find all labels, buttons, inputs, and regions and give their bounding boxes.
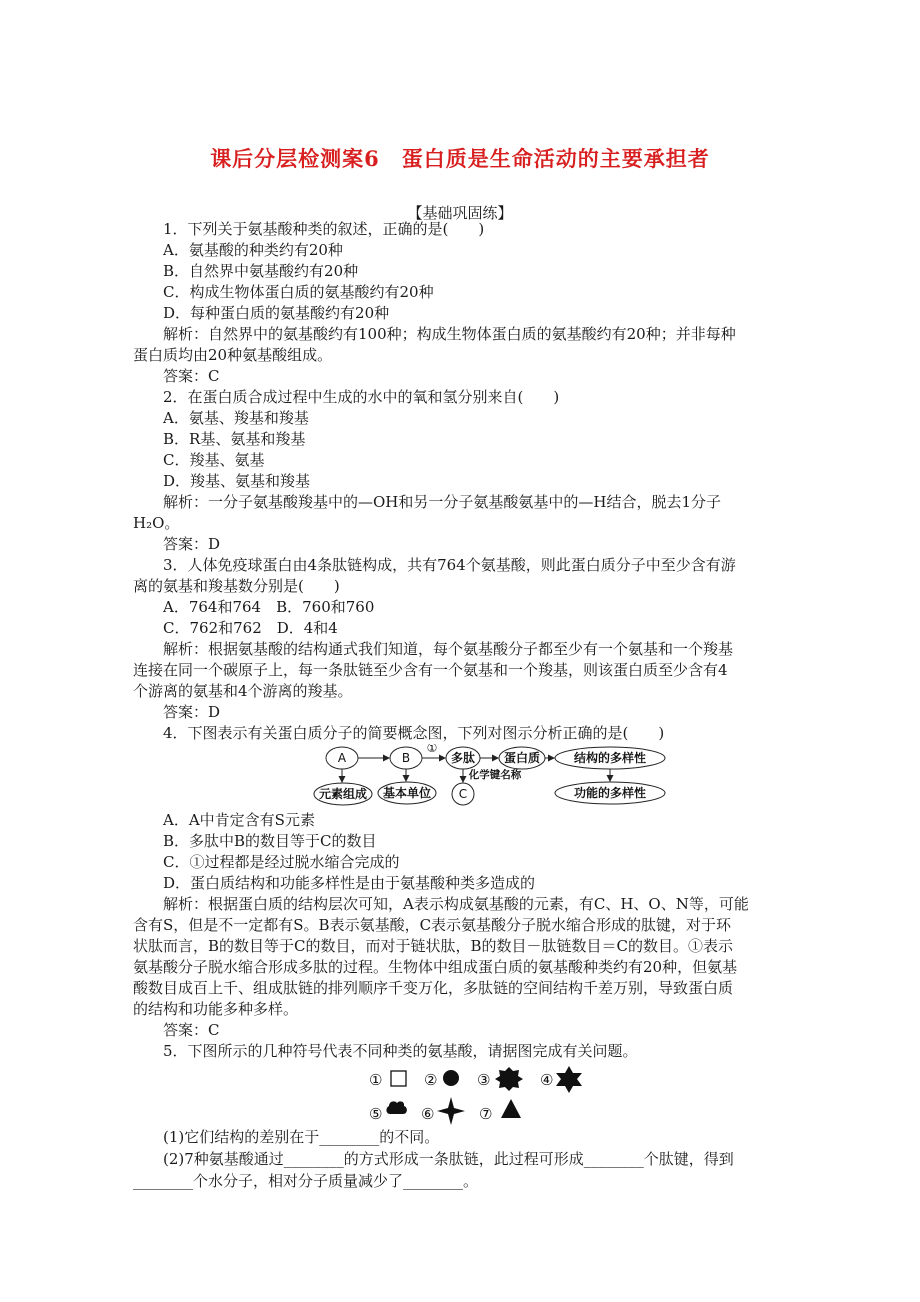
option-line: D．蛋白质结构和功能多样性是由于氨基酸种类多造成的 [163,874,536,892]
question-5: 5．下图所示的几种符号代表不同种类的氨基酸，请据图完成有关问题。 [163,1042,638,1060]
hexagram-icon [556,1066,582,1093]
question-1: 1．下列关于氨基酸种类的叙述，正确的是( ) [163,220,485,238]
answer-line: 答案：D [163,535,221,553]
option-line: B．自然界中氨基酸约有20种 [163,262,359,280]
option-line: C．构成生物体蛋白质的氨基酸约有20种 [163,283,434,301]
symbol-7-label: ⑦ [479,1105,493,1123]
option-line: C．羧基、氨基 [163,451,265,469]
sub-question-2-cont: ________个水分子，相对分子质量减少了________。 [133,1172,479,1190]
symbol-1-label: ① [369,1071,383,1089]
label-protein: 蛋白质 [503,751,541,765]
analysis-line: 酸数目成百上千、组成肽链的排列顺序千变万化，多肽链的空间结构千差万别，导致蛋白质 [133,979,734,997]
question-2: 2．在蛋白质合成过程中生成的水中的氧和氢分别来自( ) [163,388,560,406]
cloud-icon [386,1101,406,1114]
option-line: C．①过程都是经过脱水缩合完成的 [163,853,400,871]
analysis-line: 连接在同一个碳原子上，每一条肽链至少含有一个氨基和一个羧基，则该蛋白质至少含有4 [133,661,728,679]
label-step: ① [426,744,438,755]
label-function: 功能的多样性 [573,786,647,800]
option-line: A．氨基、羧基和羧基 [163,409,309,427]
protein-concept-diagram [133,744,791,810]
symbol-2-label: ② [424,1071,438,1089]
question-3: 3．人体免疫球蛋白由4条肽链构成，共有764个氨基酸，则此蛋白质分子中至少含有游 [163,556,736,574]
label-c: C [458,787,468,801]
answer-line: 答案：D [163,703,221,721]
analysis-line: 状肽而言，B的数目等于C的数目，而对于链状肽，B的数目－肽链数目＝C的数目。①表示 [133,937,734,955]
sub-question-1: (1)它们结构的差别在于________的不同。 [163,1128,440,1146]
symbol-4-label: ④ [540,1071,554,1089]
analysis-line: 解析：根据蛋白质的结构层次可知，A表示构成氨基酸的元素，有C、H、O、N等，可能 [163,895,749,913]
square-icon [391,1071,406,1086]
answer-line: 答案：C [163,367,220,385]
symbol-5-label: ⑤ [369,1105,383,1123]
circle-icon [443,1070,459,1086]
analysis-line: 的结构和功能多种多样。 [133,1000,299,1018]
label-unit: 基本单位 [382,786,432,800]
analysis-line: H₂O。 [133,514,180,532]
analysis-line: 解析：自然界中的氨基酸约有100种；构成生物体蛋白质的氨基酸约有20种；并非每种 [163,325,736,343]
question-4: 4．下图表示有关蛋白质分子的简要概念图，下列对图示分析正确的是( ) [163,724,665,742]
analysis-line: 氨基酸分子脱水缩合形成多肽的过程。生物体中组成蛋白质的氨基酸种类约有20种，但氨基 [133,958,738,976]
cross-icon [437,1097,465,1125]
option-line: C．762和762 D．4和4 [163,619,338,637]
section-heading: 【基础巩固练】 [407,204,513,222]
label-polypeptide: 多肽 [450,751,476,765]
option-line: A．A中肯定含有S元素 [163,811,315,829]
answer-line: 答案：C [163,1021,220,1039]
label-b: B [401,751,411,765]
sub-question-2: (2)7种氨基酸通过________的方式形成一条肽链，此过程可形成________个肽键，得到 [163,1150,734,1168]
option-line: B．R基、氨基和羧基 [163,430,306,448]
amino-acid-symbols [133,1062,791,1126]
analysis-line: 解析：根据氨基酸的结构通式我们知道，每个氨基酸分子都至少有一个氨基和一个羧基 [163,640,734,658]
option-line: D．羧基、氨基和羧基 [163,472,311,490]
symbol-6-label: ⑥ [421,1105,435,1123]
triangle-icon [501,1099,521,1118]
label-structure: 结构的多样性 [573,751,647,765]
analysis-line: 蛋白质均由20种氨基酸组成。 [133,346,333,364]
analysis-line: 个游离的氨基和4个游离的羧基。 [133,682,353,700]
label-a: A [337,751,347,765]
label-bond: 化学键名称 [468,769,522,781]
page-title: 课后分层检测案6 蛋白质是生命活动的主要承担者 [210,146,710,171]
option-line: A．764和764 B．760和760 [163,598,375,616]
option-line: B．多肽中B的数目等于C的数目 [163,832,377,850]
analysis-line: 含有S，但是不一定都有S。B表示氨基酸，C表示氨基酸分子脱水缩合形成的肽键，对于环 [133,916,732,934]
symbol-3-label: ③ [477,1071,491,1089]
seal-star-icon [495,1067,523,1091]
label-elements: 元素组成 [318,787,368,801]
analysis-line: 解析：一分子氨基酸羧基中的—OH和另一分子氨基酸氨基中的—H结合，脱去1分子 [163,493,722,511]
option-line: D．每种蛋白质的氨基酸约有20种 [163,304,390,322]
question-line: 离的氨基和羧基数分别是( ) [133,577,340,595]
option-line: A．氨基酸的种类约有20种 [163,241,343,259]
document-body [133,219,791,1192]
